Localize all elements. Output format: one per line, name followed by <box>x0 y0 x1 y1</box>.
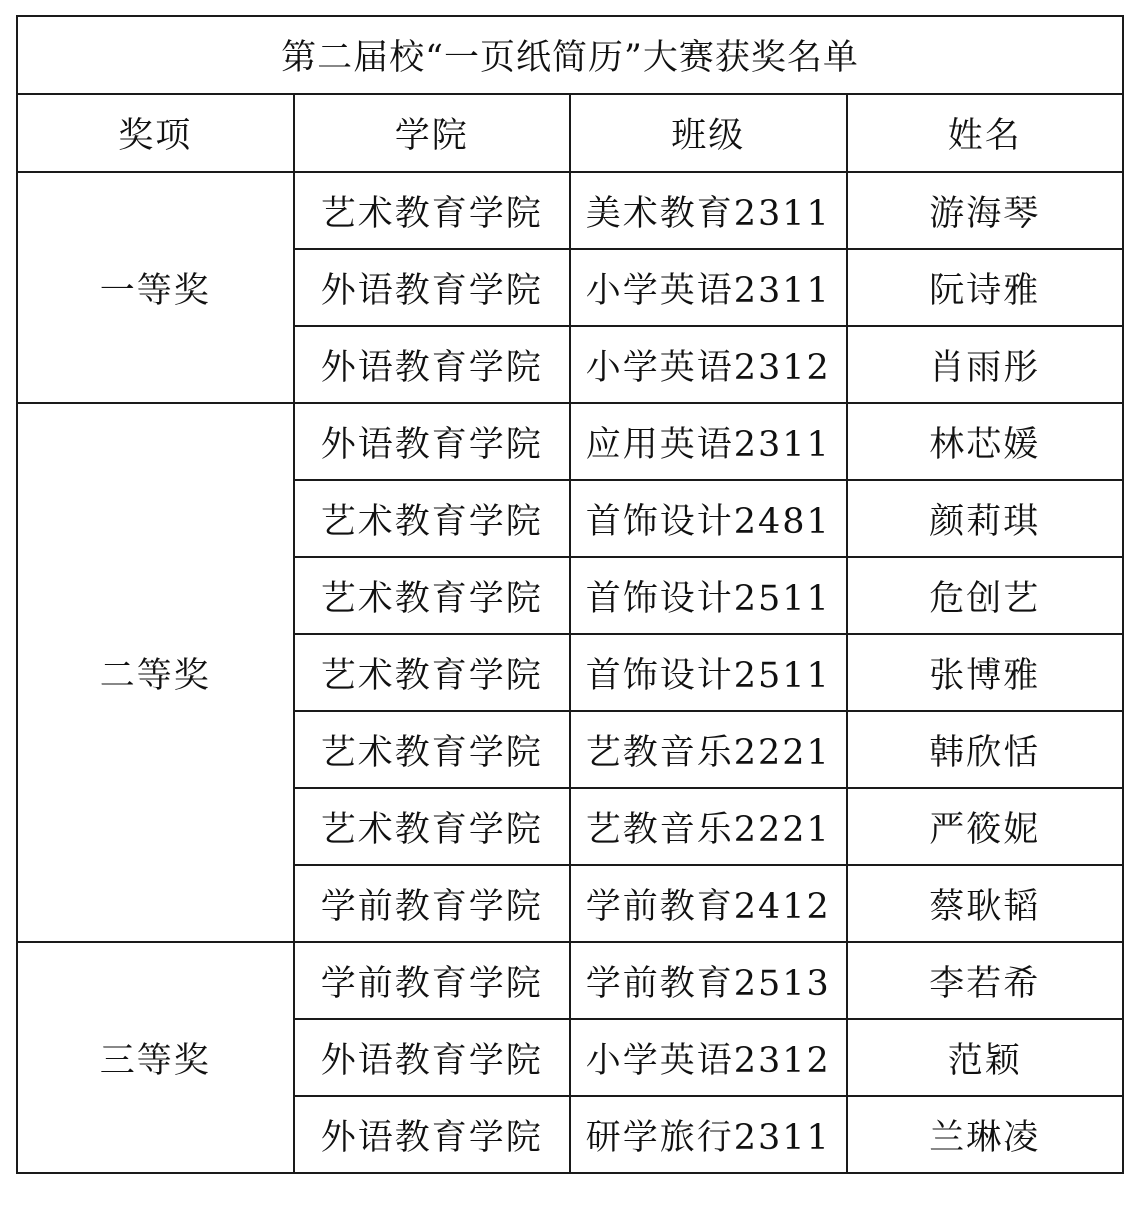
award-list-table <box>16 15 1124 1174</box>
class-cell: 研学旅行2311 <box>570 1096 847 1173</box>
table-row <box>17 172 1123 249</box>
award-level-cell: 一等奖 <box>17 172 294 403</box>
college-cell: 学前教育学院 <box>294 942 571 1019</box>
award-level-cell: 三等奖 <box>17 942 294 1173</box>
student-name-cell: 兰琳凌 <box>847 1096 1124 1173</box>
student-name-cell: 阮诗雅 <box>847 249 1124 326</box>
college-cell: 外语教育学院 <box>294 1096 571 1173</box>
table-title: 第二届校“一页纸简历”大赛获奖名单 <box>17 16 1123 94</box>
college-cell: 外语教育学院 <box>294 403 571 480</box>
student-name-cell: 林芯媛 <box>847 403 1124 480</box>
student-name-cell: 韩欣恬 <box>847 711 1124 788</box>
class-cell: 艺教音乐2221 <box>570 788 847 865</box>
class-cell: 美术教育2311 <box>570 172 847 249</box>
student-name-cell: 蔡耿韬 <box>847 865 1124 942</box>
class-cell: 小学英语2311 <box>570 249 847 326</box>
college-cell: 艺术教育学院 <box>294 711 571 788</box>
table-row <box>17 403 1123 480</box>
class-cell: 小学英语2312 <box>570 1019 847 1096</box>
class-cell: 学前教育2412 <box>570 865 847 942</box>
student-name-cell: 颜莉琪 <box>847 480 1124 557</box>
college-cell: 外语教育学院 <box>294 326 571 403</box>
college-cell: 学前教育学院 <box>294 865 571 942</box>
college-cell: 艺术教育学院 <box>294 480 571 557</box>
student-name-cell: 范颖 <box>847 1019 1124 1096</box>
student-name-cell: 肖雨彤 <box>847 326 1124 403</box>
class-cell: 小学英语2312 <box>570 326 847 403</box>
class-cell: 艺教音乐2221 <box>570 711 847 788</box>
header-college: 学院 <box>294 94 571 172</box>
award-table-body <box>17 16 1123 1173</box>
student-name-cell: 危创艺 <box>847 557 1124 634</box>
header-award: 奖项 <box>17 94 294 172</box>
college-cell: 外语教育学院 <box>294 249 571 326</box>
title-row <box>17 16 1123 94</box>
student-name-cell: 张博雅 <box>847 634 1124 711</box>
college-cell: 艺术教育学院 <box>294 788 571 865</box>
class-cell: 首饰设计2511 <box>570 634 847 711</box>
header-class: 班级 <box>570 94 847 172</box>
college-cell: 外语教育学院 <box>294 1019 571 1096</box>
college-cell: 艺术教育学院 <box>294 557 571 634</box>
class-cell: 首饰设计2511 <box>570 557 847 634</box>
class-cell: 学前教育2513 <box>570 942 847 1019</box>
class-cell: 应用英语2311 <box>570 403 847 480</box>
table-row <box>17 942 1123 1019</box>
college-cell: 艺术教育学院 <box>294 172 571 249</box>
header-name: 姓名 <box>847 94 1124 172</box>
class-cell: 首饰设计2481 <box>570 480 847 557</box>
award-level-cell: 二等奖 <box>17 403 294 942</box>
student-name-cell: 严筱妮 <box>847 788 1124 865</box>
header-row <box>17 94 1123 172</box>
student-name-cell: 游海琴 <box>847 172 1124 249</box>
student-name-cell: 李若希 <box>847 942 1124 1019</box>
college-cell: 艺术教育学院 <box>294 634 571 711</box>
